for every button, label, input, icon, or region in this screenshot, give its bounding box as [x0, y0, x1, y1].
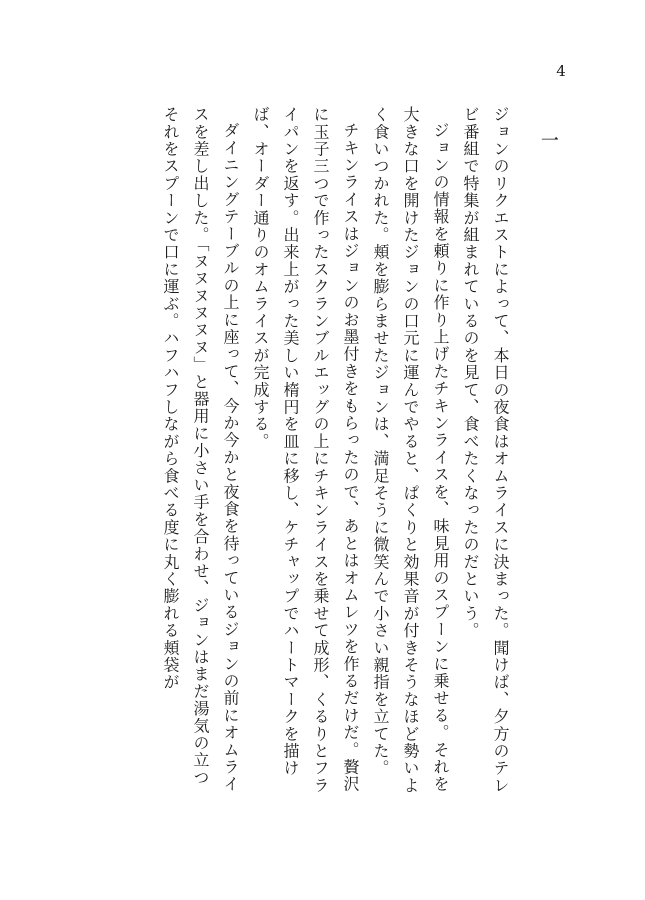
paragraph-4: ダイニングテーブルの上に座って、今か今かと夜食を待っているジョンの前にオムライスを差し出した。「ヌヌヌヌヌヌ」と器用に小さい手を合わせ、ジョンはまだ湯気の立つそれをスプーンで口に運ぶ。ハフハフしながら食べる度に丸く膨れる頬袋が: [161, 106, 240, 793]
chapter-mark: 一: [537, 128, 559, 152]
paragraph-2: ジョンの情報を頼りに作り上げたチキンライスを、味見用のスプーンに乗せる。それを大きな口を開けたジョンの口元に運んでやると、ぱくりと効果音が付きそうなほど勢いよく食いつかれた。頬を膨らませたジョンは、満足そうに微笑んで小さい親指を立てた。: [371, 106, 450, 794]
paragraph-1: ジョンのリクエストによって、本日の夜食はオムライスに決まった。聞けば、夕方のテレビ番組で特集が組まれているのを見て、食べたくなったのだという。: [461, 106, 510, 794]
page-number: 4: [556, 62, 566, 80]
body-text: [153, 106, 515, 796]
paragraph-3: チキンライスはジョンのお墨付きをもらったので、あとはオムレツを作るだけだ。贅沢に玉子三つで作ったスクランブルエッグの上にチキンライスを乗せて成形、くるりとフライパンを返す。出来上がった美しい楕円を皿に移し、ケチャップでハートマークを描けば、オーダー通りのオムライスが完成する。: [251, 106, 360, 794]
